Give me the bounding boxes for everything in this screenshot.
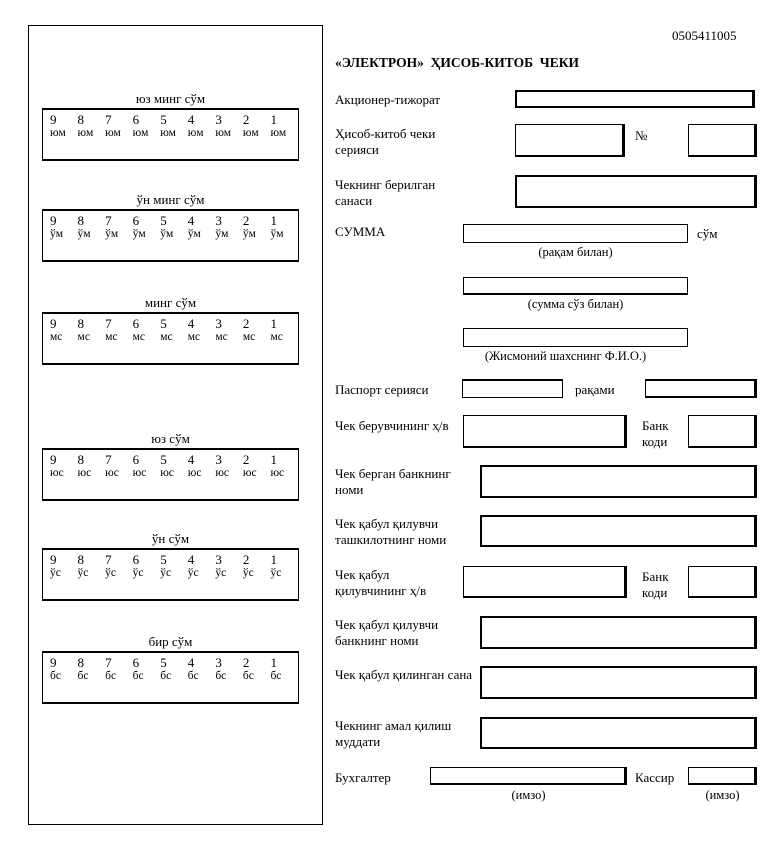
denomination-table [42,108,299,161]
denomination-group [42,531,299,601]
denomination-cell [188,452,216,480]
beruvchi-hv-field[interactable] [463,415,627,448]
denomination-suffix: юм [242,127,259,139]
denomination-suffix: ўс [77,567,89,579]
denomination-digit: 5 [160,655,167,670]
denomination-suffix: ўс [50,567,61,579]
bank-kodi-field-2[interactable] [688,566,757,598]
denomination-digit: 1 [270,316,277,331]
form-serial-number: 0505411005 [672,28,737,43]
denomination-digit: 6 [132,655,140,670]
denomination-suffix: юс [160,467,174,479]
denomination-suffix: бс [242,670,254,682]
denomination-suffix: бс [77,670,89,682]
denomination-table [42,312,299,365]
summa-raqam-field[interactable] [463,224,688,243]
number-sign-label: № [635,128,648,143]
denomination-title: ўн минг сўм [136,192,205,207]
denomination-cell [243,655,271,683]
muddat-label: Чекнинг амал қилиш муддати [335,718,452,749]
denomination-cell [270,552,298,580]
denomination-cell [243,452,271,480]
denomination-digit: 6 [132,213,140,228]
denomination-digit: 8 [77,112,85,127]
denomination-suffix: мс [77,331,90,343]
denomination-cell [270,213,298,241]
denomination-cell [270,655,298,683]
denomination-suffix: ўм [242,228,256,240]
denomination-cell [160,316,188,344]
denomination-digit: 2 [242,213,250,228]
denomination-suffix: бс [105,670,117,682]
denomination-digit: 5 [160,316,167,331]
denomination-title: минг сўм [144,295,197,310]
denomination-suffix: юм [187,127,204,139]
denomination-suffix: бс [160,670,172,682]
denomination-cell [105,552,133,580]
denomination-cell [188,655,216,683]
denomination-digit: 7 [105,452,112,467]
denomination-cell [133,316,161,344]
denomination-suffix: юс [50,467,64,479]
denomination-suffix: бс [132,670,144,682]
denomination-suffix: юм [50,127,66,139]
denomination-suffix: ўс [215,567,227,579]
denomination-cell [160,655,188,683]
denomination-cell [215,452,243,480]
denomination-cell [215,316,243,344]
denomination-cell [50,552,78,580]
denomination-digit: 4 [187,452,195,467]
denomination-cell [215,552,243,580]
denomination-suffix: мс [160,331,173,343]
denomination-suffix: мс [215,331,228,343]
seriya-field[interactable] [515,124,625,157]
seriya-label: Ҳисоб-китоб чеки серияси [335,126,436,157]
denomination-digit: 8 [77,316,85,331]
qabul-bank-field[interactable] [480,616,757,649]
denomination-digit: 1 [270,112,277,127]
qilingan-sana-label: Чек қабул қилинган сана [335,667,473,682]
denomination-digit: 8 [77,655,85,670]
denomination-cell [215,655,243,683]
akcioner-label: Акционер-тижорат [335,92,441,107]
denomination-cell [50,655,78,683]
imzo-caption-2: (имзо) [705,788,740,802]
denomination-group [42,634,299,704]
denomination-cell [105,452,133,480]
denomination-cell [105,316,133,344]
denomination-digit: 3 [215,213,222,228]
denomination-suffix: юс [215,467,230,479]
denomination-digit: 1 [270,452,277,467]
denomination-digit: 9 [50,213,57,228]
denomination-digit: 4 [187,655,195,670]
denomination-cell [50,452,78,480]
denomination-suffix: мс [105,331,118,343]
denomination-digit: 7 [105,213,112,228]
denomination-digit: 3 [215,316,222,331]
pasport-raqam-field[interactable] [645,379,757,398]
berilgan-sana-field[interactable] [515,175,757,208]
page-title: «ЭЛЕКТРОН» ҲИСОБ-КИТОБ ЧЕКИ [335,55,579,70]
denomination-digit: 5 [160,552,167,567]
denomination-digit: 3 [215,655,222,670]
bank-kodi-field-1[interactable] [688,415,757,448]
denomination-digit: 8 [77,452,85,467]
raqam-caption: (рақам билан) [538,245,613,259]
denomination-suffix: юм [77,127,94,139]
buxgalter-imzo-field[interactable] [430,767,627,785]
denomination-digit: 3 [215,112,222,127]
denomination-digit: 9 [50,452,57,467]
denomination-suffix: мс [270,331,283,343]
akcioner-field[interactable] [515,90,755,108]
denomination-suffix: ўм [50,228,64,240]
denomination-title: юз сўм [151,431,190,446]
denomination-table [42,548,299,601]
imzo-caption-1: (имзо) [511,788,546,802]
denomination-suffix: юс [242,467,257,479]
denomination-title: ўн сўм [151,531,190,546]
denomination-suffix: мс [242,331,256,343]
qabul-bank-label: Чек қабул қилувчи банкнинг номи [335,617,439,648]
denomination-digit: 7 [105,112,112,127]
denomination-suffix: бс [187,670,199,682]
denomination-suffix: юс [105,467,119,479]
chek-number-field[interactable] [688,124,757,157]
denomination-cell [105,112,133,140]
denomination-group [42,431,299,501]
denomination-cell [78,452,106,480]
denomination-cell [78,316,106,344]
denomination-digit: 2 [242,452,250,467]
denomination-suffix: юм [105,127,121,139]
denomination-digit: 5 [160,452,167,467]
denomination-group [42,192,299,262]
denomination-cell [188,112,216,140]
bergan-bank-label: Чек берган банкнинг номи [335,466,451,497]
denomination-suffix: юс [270,467,285,479]
denomination-digit: 2 [242,655,250,670]
denomination-panel [28,25,323,825]
denomination-digit: 1 [270,213,277,228]
qabul-hv-field[interactable] [463,566,627,598]
denomination-title: бир сўм [148,634,193,649]
denomination-digit: 1 [270,655,277,670]
denomination-digit: 4 [187,112,195,127]
denomination-cell [133,552,161,580]
denomination-cell [160,112,188,140]
denomination-table [42,651,299,704]
denomination-suffix: бс [50,670,61,682]
denomination-cell [243,213,271,241]
denomination-cell [78,213,106,241]
denomination-cell [133,112,161,140]
bergan-bank-field[interactable] [480,465,757,498]
beruvchi-hv-label: Чек берувчининг ҳ/в [335,418,449,433]
denomination-suffix: ўс [187,567,199,579]
denomination-digit: 9 [50,112,57,127]
denomination-suffix: бс [215,670,227,682]
denomination-cell [215,112,243,140]
denomination-cell [105,213,133,241]
summa-suz-field[interactable] [463,277,688,295]
denomination-suffix: бс [270,670,282,682]
denomination-digit: 9 [50,552,57,567]
buxgalter-label: Бухгалтер [335,770,391,785]
denomination-suffix: ўс [270,567,282,579]
denomination-digit: 1 [270,552,277,567]
denomination-suffix: юм [270,127,287,139]
denomination-suffix: ўс [160,567,172,579]
denomination-suffix: мс [187,331,201,343]
denomination-digit: 3 [215,452,222,467]
denomination-suffix: мс [50,331,63,343]
denomination-digit: 2 [242,316,250,331]
denomination-digit: 7 [105,552,112,567]
denomination-cell [270,112,298,140]
denomination-suffix: ўм [160,228,174,240]
denomination-suffix: юм [160,127,176,139]
denomination-cell [50,316,78,344]
denomination-cell [78,655,106,683]
denomination-cell [50,213,78,241]
denomination-digit: 2 [242,552,250,567]
denomination-digit: 9 [50,655,57,670]
tashkilot-field[interactable] [480,515,757,547]
denomination-cell [133,452,161,480]
denomination-cell [270,452,298,480]
denomination-digit: 9 [50,316,57,331]
bank-kodi-label-1: Банк коди [642,418,669,449]
denomination-digit: 4 [187,552,195,567]
fio-caption: (Жисмоний шахснинг Ф.И.О.) [484,349,647,363]
denomination-digit: 4 [187,316,195,331]
denomination-digit: 7 [105,655,112,670]
denomination-cell [78,112,106,140]
denomination-suffix: юс [77,467,92,479]
denomination-digit: 2 [242,112,250,127]
denomination-suffix: мс [132,331,146,343]
denomination-cell [105,655,133,683]
muddat-field[interactable] [480,717,757,749]
denomination-cell [215,213,243,241]
denomination-table [42,448,299,501]
som-label: сўм [697,226,718,241]
denomination-digit: 8 [77,213,85,228]
denomination-suffix: юм [132,127,149,139]
denomination-suffix: ўс [132,567,144,579]
denomination-cell [243,112,271,140]
denomination-suffix: ўм [132,228,146,240]
pasport-label: Паспорт серияси [335,382,429,397]
denomination-cell [160,213,188,241]
denomination-suffix: ўм [215,228,229,240]
summa-label: СУММА [335,224,386,239]
denomination-cell [188,316,216,344]
denomination-cell [188,552,216,580]
denomination-digit: 7 [105,316,112,331]
fio-field[interactable] [463,328,688,347]
denomination-table [42,209,299,262]
denomination-suffix: ўм [270,228,284,240]
denomination-suffix: ўм [77,228,91,240]
denomination-digit: 6 [132,316,140,331]
pasport-seriya-field[interactable] [462,379,563,398]
denomination-digit: 6 [132,452,140,467]
kassir-label: Кассир [635,770,675,785]
denomination-cell [243,552,271,580]
denomination-suffix: юм [215,127,232,139]
denomination-cell [50,112,78,140]
denomination-suffix: ўм [187,228,201,240]
raqami-label: рақами [575,382,615,397]
qabul-hv-label: Чек қабул қилувчининг ҳ/в [335,567,427,598]
denomination-cell [160,452,188,480]
denomination-title: юз минг сўм [135,91,206,106]
denomination-cell [78,552,106,580]
denomination-group [42,295,299,365]
denomination-cell [160,552,188,580]
denomination-suffix: ўс [105,567,116,579]
denomination-group [42,91,299,161]
denomination-suffix: ўм [105,228,119,240]
denomination-suffix: юс [132,467,147,479]
denomination-suffix: ўс [242,567,254,579]
tashkilot-label: Чек қабул қилувчи ташкилотнинг номи [335,516,447,547]
denomination-cell [133,213,161,241]
denomination-digit: 5 [160,112,167,127]
denomination-digit: 6 [132,112,140,127]
denomination-digit: 8 [77,552,85,567]
denomination-digit: 5 [160,213,167,228]
suz-caption: (сумма сўз билан) [527,297,624,311]
denomination-digit: 4 [187,213,195,228]
qilingan-sana-field[interactable] [480,666,757,699]
denomination-cell [270,316,298,344]
denomination-cell [243,316,271,344]
denomination-digit: 3 [215,552,222,567]
denomination-cell [188,213,216,241]
denomination-suffix: юс [187,467,202,479]
bank-kodi-label-2: Банк коди [642,569,669,600]
denomination-digit: 6 [132,552,140,567]
berilgan-sana-label: Чекнинг берилган санаси [335,177,436,208]
denomination-cell [133,655,161,683]
kassir-imzo-field[interactable] [688,767,757,785]
